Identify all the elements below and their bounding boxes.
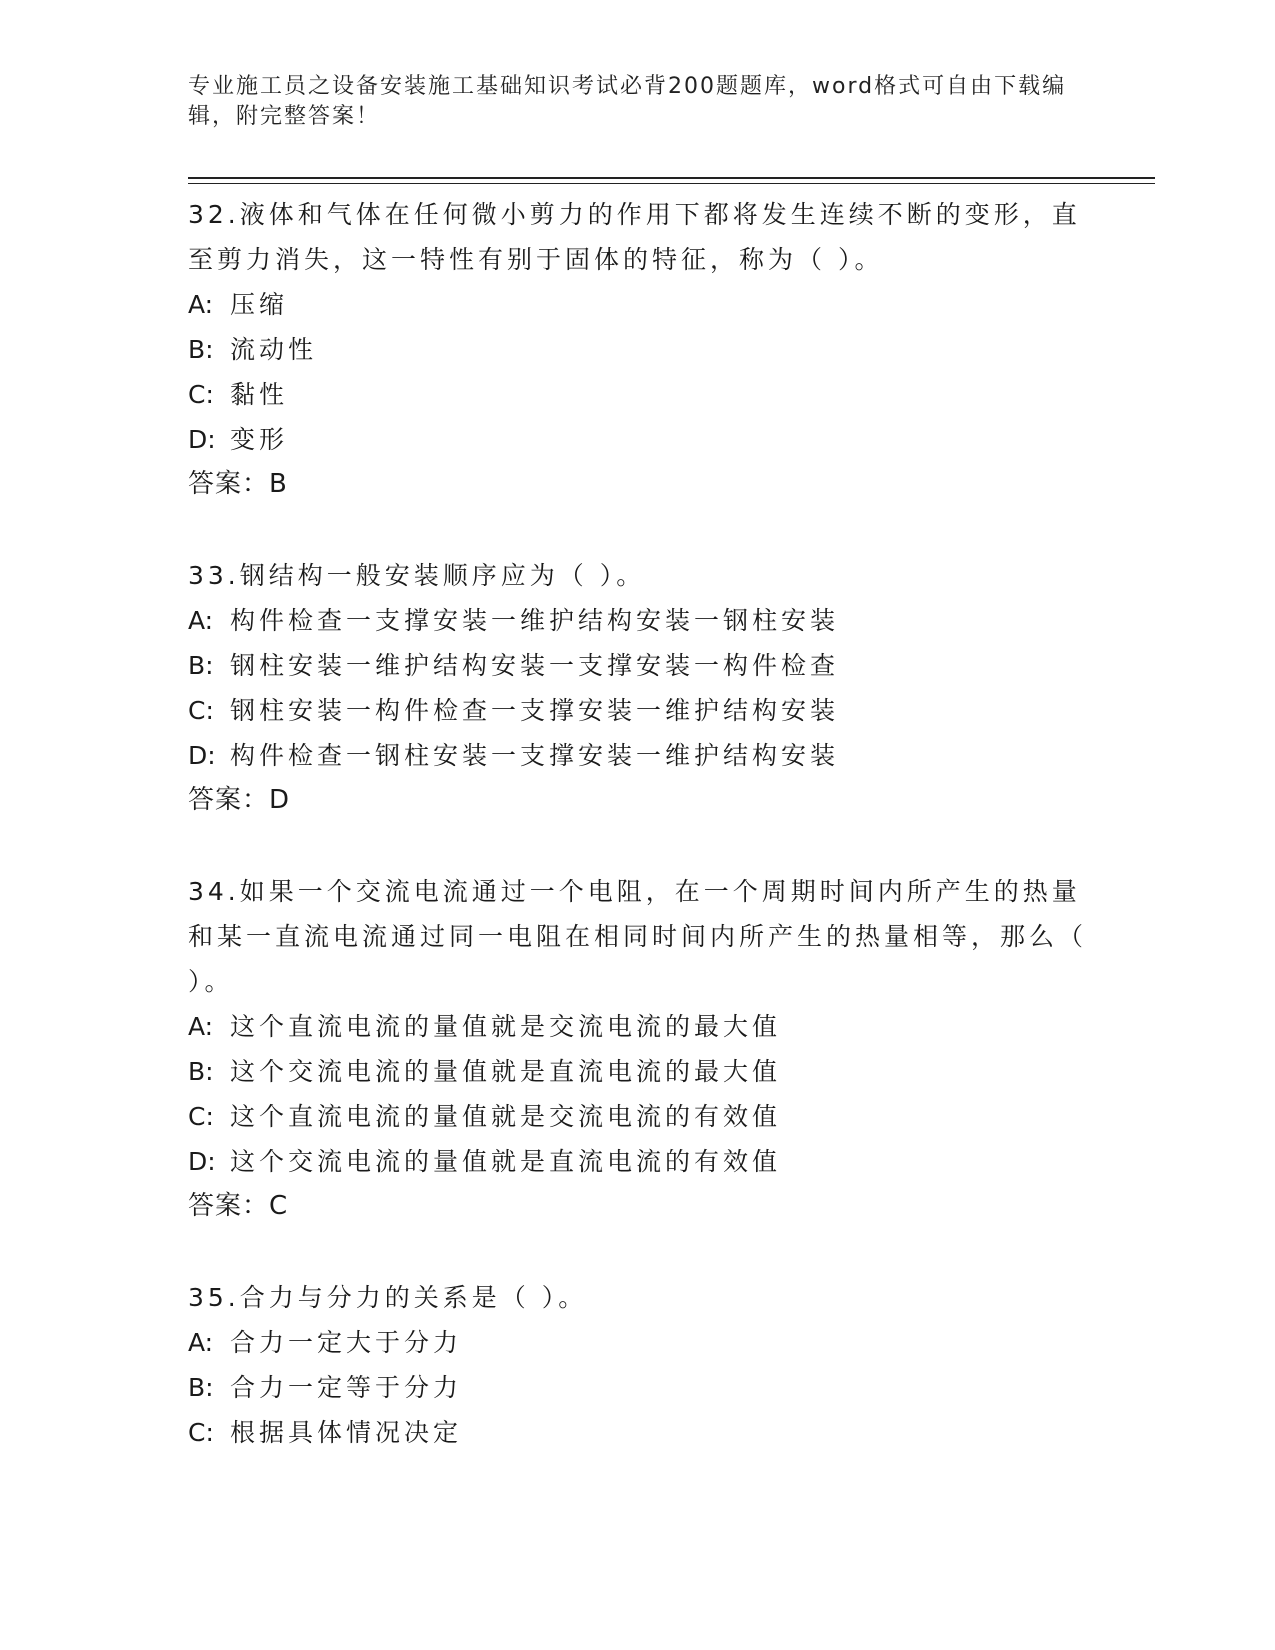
option-letter: A: [188, 290, 214, 319]
option-c [188, 688, 1088, 733]
option-letter: B: [188, 1057, 214, 1086]
option-letter: D: [188, 1147, 216, 1176]
option-text: 合力一定等于分力 [230, 1373, 463, 1402]
option-letter: C: [188, 1418, 214, 1447]
option-letter: D: [188, 741, 216, 770]
option-letter: C: [188, 696, 214, 725]
option-d [188, 1139, 1088, 1184]
option-text: 这个直流电流的量值就是交流电流的有效值 [230, 1102, 782, 1131]
question-list [188, 192, 1088, 1501]
option-letter: A: [188, 606, 214, 635]
option-letter: C: [188, 1102, 214, 1131]
option-letter: A: [188, 1328, 214, 1357]
option-text: 这个交流电流的量值就是直流电流的有效值 [230, 1147, 782, 1176]
answer-line: 答案：D [188, 785, 291, 815]
document-header: 专业施工员之设备安装施工基础知识考试必背200题题库，word格式可自由下载编辑，附完整答案！ [188, 74, 1067, 129]
question-stem: 33.钢结构一般安装顺序应为（ ）。 [188, 561, 646, 590]
option-b [188, 1049, 1088, 1094]
option-text: 变形 [230, 425, 289, 454]
header-divider-thick [188, 177, 1155, 179]
option-letter: B: [188, 335, 214, 364]
option-text: 构件检查一支撑安装一维护结构安装一钢柱安装 [230, 606, 840, 635]
option-a [188, 282, 1088, 327]
option-a [188, 598, 1088, 643]
option-c [188, 1410, 1088, 1455]
option-a [188, 1004, 1088, 1049]
option-text: 压缩 [230, 290, 289, 319]
option-letter: A: [188, 1012, 214, 1041]
option-text: 黏性 [230, 380, 289, 409]
option-letter: B: [188, 651, 214, 680]
header-divider-thin [188, 183, 1155, 184]
option-text: 这个直流电流的量值就是交流电流的最大值 [230, 1012, 782, 1041]
option-d [188, 417, 1088, 462]
option-d [188, 733, 1088, 778]
option-text: 构件检查一钢柱安装一支撑安装一维护结构安装 [230, 741, 840, 770]
answer-line: 答案：C [188, 1191, 289, 1221]
option-text: 流动性 [230, 335, 318, 364]
question-stem: 35.合力与分力的关系是（ ）。 [188, 1283, 588, 1312]
option-text: 合力一定大于分力 [230, 1328, 463, 1357]
question-35 [188, 1275, 1088, 1455]
question-33 [188, 553, 1088, 823]
answer-line: 答案：B [188, 469, 288, 499]
option-letter: B: [188, 1373, 214, 1402]
question-stem: 32.液体和气体在任何微小剪力的作用下都将发生连续不断的变形，直至剪力消失，这一特性有别于固体的特征，称为（ ）。 [188, 200, 1081, 274]
option-b [188, 1365, 1088, 1410]
option-c [188, 372, 1088, 417]
option-text: 钢柱安装一维护结构安装一支撑安装一构件检查 [230, 651, 840, 680]
option-a [188, 1320, 1088, 1365]
option-c [188, 1094, 1088, 1139]
option-text: 这个交流电流的量值就是直流电流的最大值 [230, 1057, 782, 1086]
option-letter: C: [188, 380, 214, 409]
option-text: 钢柱安装一构件检查一支撑安装一维护结构安装 [230, 696, 840, 725]
question-34 [188, 869, 1088, 1229]
option-b [188, 327, 1088, 372]
question-stem: 34.如果一个交流电流通过一个电阻，在一个周期时间内所产生的热量和某一直流电流通过同一电阻在相同时间内所产生的热量相等，那么（ ）。 [188, 877, 1088, 996]
option-b [188, 643, 1088, 688]
option-text: 根据具体情况决定 [230, 1418, 463, 1447]
option-letter: D: [188, 425, 216, 454]
question-32 [188, 192, 1088, 507]
